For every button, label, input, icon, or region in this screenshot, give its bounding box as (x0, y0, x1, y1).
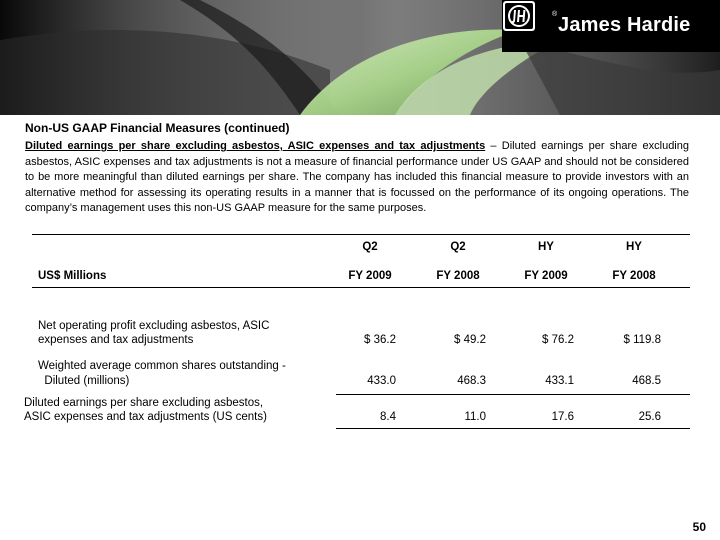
paragraph-dash: – (485, 140, 502, 152)
row-label: expenses and tax adjustments (38, 334, 194, 346)
table-cell: 11.0 (464, 411, 486, 423)
col-header-period: HY (538, 241, 554, 253)
table-cell: $ 49.2 (454, 334, 486, 346)
table-bottom-rule (336, 428, 690, 429)
values-divider-rule (336, 394, 690, 395)
col-header-year: FY 2009 (524, 270, 568, 282)
table-cell: 433.1 (545, 375, 574, 387)
table-top-rule (32, 234, 690, 235)
table-cell: $ 119.8 (623, 334, 661, 346)
paragraph-body: Diluted earnings per share excluding asbestos, ASIC expenses and tax adjustments is not a measure of financial performance under US GAAP and should not be considered to be more meaningful than diluted earnings per share. The company has included this financial measure to provide investors with an alternative method for assessing its operating results in a manner that is focussed on the performance of its ongoing operations. The company’s management uses this non-US GAAP measure for the same purposes. (25, 140, 689, 214)
header-bottom-rule (32, 287, 690, 288)
page-number: 50 (692, 520, 706, 534)
row-label: Diluted earnings per share excluding asbestos, (24, 397, 264, 409)
logo-wordmark: James Hardie (558, 14, 691, 36)
paragraph-lead: Diluted earnings per share excluding asbestos, ASIC expenses and tax adjustments (25, 140, 486, 152)
table-cell: 433.0 (367, 375, 396, 387)
col-header-year: FY 2008 (612, 270, 656, 282)
row-label: ASIC expenses and tax adjustments (US cents) (24, 411, 267, 423)
table-cell: $ 36.2 (364, 334, 396, 346)
units-label: US$ Millions (38, 270, 107, 282)
table-cell: 8.4 (380, 411, 396, 423)
registered-mark: ® (552, 11, 558, 18)
description-paragraph (25, 139, 689, 217)
table-cell: $ 76.2 (542, 334, 574, 346)
header-banner (0, 0, 720, 115)
col-header-year: FY 2008 (436, 270, 480, 282)
col-header-period: Q2 (450, 241, 466, 253)
section-title: Non-US GAAP Financial Measures (continued) (25, 121, 290, 135)
company-logo (502, 0, 720, 52)
table-cell: 17.6 (551, 411, 574, 423)
table-cell: 468.3 (457, 375, 486, 387)
table-cell: 468.5 (632, 375, 661, 387)
row-label: Diluted (millions) (38, 375, 130, 387)
col-header-year: FY 2009 (348, 270, 392, 282)
row-label: Net operating profit excluding asbestos, ASIC (38, 320, 270, 332)
col-header-period: Q2 (362, 241, 378, 253)
james-hardie-emblem-icon (502, 0, 536, 32)
col-header-period: HY (626, 241, 642, 253)
table-cell: 25.6 (638, 411, 661, 423)
row-label: Weighted average common shares outstanding - (38, 360, 286, 372)
